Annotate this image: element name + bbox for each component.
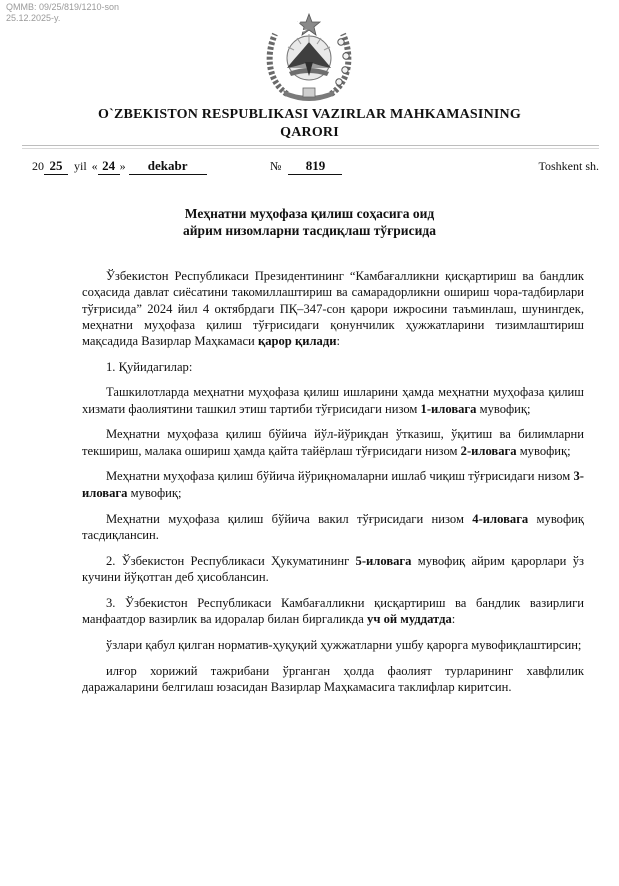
close-quote: » bbox=[119, 159, 126, 173]
number-value: 819 bbox=[288, 158, 342, 175]
month-value: dekabr bbox=[129, 158, 207, 175]
registration-stamp bbox=[6, 2, 119, 24]
paragraph-regulation-3: Меҳнатни муҳофаза қилиш бўйича йўриқномаларни ишлаб чиқиш тўғрисидаги низом 3-иловага мувофиқ; bbox=[82, 469, 584, 500]
document-title-line1: Меҳнатни муҳофаза қилиш соҳасига оид bbox=[184, 206, 435, 221]
decree-number bbox=[270, 158, 342, 175]
paragraph-item-2: 2. Ўзбекистон Республикаси Ҳукуматининг 5-иловага мувофиқ айрим қарорлари ўз кучини йўқотган деб ҳисоблансин. bbox=[82, 553, 584, 584]
document-body bbox=[82, 268, 584, 705]
appendix-ref-2: 2-иловага bbox=[460, 443, 517, 458]
paragraph-regulation-1: Ташкилотларда меҳнатни муҳофаза қилиш ишларини ҳамда меҳнатни муҳофаза қилиш хизмати фаолиятини ташкил этиш тартиби тўғрисидаги низом 1-иловага мувофиқ; bbox=[82, 385, 584, 416]
year-prefix: 20 bbox=[32, 159, 44, 173]
open-quote: « bbox=[91, 159, 98, 173]
number-sign: № bbox=[270, 159, 282, 173]
decree-date bbox=[32, 158, 207, 175]
paragraph-regulation-2: Меҳнатни муҳофаза қилиш бўйича йўл-йўриқдан ўтказиш, ўқитиш ва билимларни текшириш, малака ошириш ҳамда қайта тайёрлаш тўғрисидаги низом 2-иловага мувофиқ; bbox=[82, 427, 584, 458]
document-title bbox=[0, 205, 619, 239]
appendix-ref-3: 3-иловага bbox=[82, 469, 584, 500]
registration-number: QMMB: 09/25/819/1210-son bbox=[6, 2, 120, 12]
day-value: 24 bbox=[98, 158, 120, 175]
appendix-ref-4: 4-иловага bbox=[472, 511, 529, 526]
city-label: Toshkent sh. bbox=[538, 159, 599, 173]
deadline-phrase: уч ой муддатда bbox=[367, 612, 452, 627]
paragraph-preamble: Ўзбекистон Республикаси Президентининг “Камбағалликни қисқартириш ва бандлик соҳасида давлат сиёсатини такомиллаштириш ва самарадорликни ошириш чора-тадбирлари тўғрисида” 2024 йил 4 октябрдаги ПҚ–347-сон қарори ижросини таъминлаш, шунингдек, меҳнатни муҳофаза қилиш тўғрисидаги қонунчилик ҳужжатларини тизимлаштириш мақсадида Вазирлар Маҳкамаси қарор қилади: bbox=[82, 269, 584, 349]
date-number-line bbox=[32, 158, 599, 176]
paragraph-item-1: 1. Қуйидагилар: bbox=[106, 359, 193, 374]
year-word: yil bbox=[74, 159, 87, 173]
government-title-line1: O`ZBEKISTON RESPUBLIKASI VAZIRLAR MAHKAMASINING bbox=[98, 107, 521, 122]
year-value: 25 bbox=[44, 158, 68, 175]
header-divider bbox=[22, 145, 599, 146]
paragraph-regulation-4: Меҳнатни муҳофаза қилиш бўйича вакил тўғрисидаги низом 4-иловага мувофиқ тасдиқлансин. bbox=[82, 511, 584, 542]
paragraph-task-2: илғор хорижий тажрибани ўрганган ҳолда фаолият турларининг хавфлилик даражаларини белгилаш юзасидан Вазирлар Маҳкамасига таклифлар киритсин. bbox=[82, 663, 584, 694]
paragraph-item-3: 3. Ўзбекистон Республикаси Камбағалликни қисқартириш ва бандлик вазирлиги манфаатдор вазирлик ва идоралар билан биргаликда уч ой муддатда: bbox=[82, 595, 584, 627]
header-divider-secondary bbox=[22, 148, 599, 149]
appendix-ref-1: 1-иловага bbox=[420, 401, 477, 416]
paragraph-task-1: ўзлари қабул қилган норматив-ҳуқуқий ҳужжатларни ушбу қарорга мувофиқлаштирсин; bbox=[106, 637, 582, 652]
document-title-line2: айрим низомларни тасдиқлаш тўғрисида bbox=[183, 223, 436, 238]
government-title-line2: QARORI bbox=[280, 125, 339, 140]
state-emblem-icon bbox=[257, 12, 361, 102]
government-title bbox=[0, 106, 619, 142]
appendix-ref-5: 5-иловага bbox=[355, 553, 412, 568]
registration-date: 25.12.2025-y. bbox=[6, 13, 61, 23]
decision-phrase: қарор қилади bbox=[257, 334, 337, 349]
